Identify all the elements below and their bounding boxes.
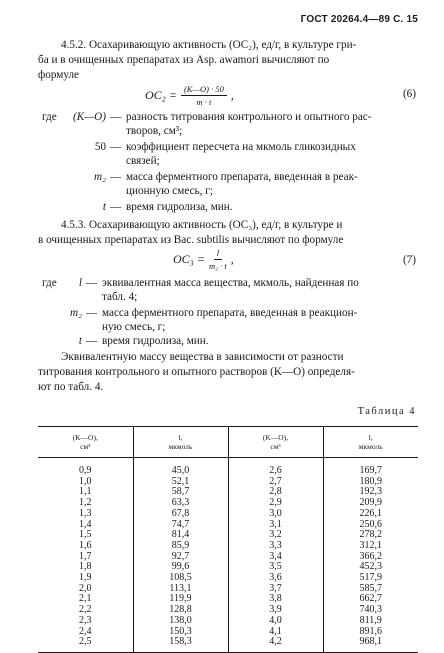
section-4-5-2-line-2: ба и в очищенных препаратах из Asp. awamori вычисляют по	[38, 54, 330, 66]
defs6-desc-2-line-1: коэффициент пересчета на мкмоль гликозидных	[126, 141, 356, 153]
defs7-desc-1-line-2: табл. 4;	[102, 291, 138, 303]
defs7-term-1: l	[78, 277, 82, 289]
table-cell: 67,8	[133, 509, 228, 520]
closing-line-3: ют по табл. 4.	[38, 381, 104, 393]
table-header-l-1	[133, 427, 228, 458]
table-cell: 2,3	[79, 614, 92, 626]
table-cell: 968,1	[323, 637, 418, 652]
table-cell: 2,8	[228, 487, 323, 498]
defs6-dash-1: —	[110, 111, 122, 123]
table-row	[38, 616, 418, 627]
table-cell: 3,4	[228, 552, 323, 563]
formula-6	[145, 84, 234, 107]
header-3-line-2: см³	[270, 442, 281, 451]
table-cell: 85,9	[133, 541, 228, 552]
table-cell: 74,7	[133, 520, 228, 531]
table-cell: 366,2	[323, 552, 418, 563]
table-row	[38, 627, 418, 638]
formula-6-comma: ,	[230, 88, 234, 102]
table-cell: 517,9	[323, 573, 418, 584]
table-cell: 1,3	[79, 507, 92, 519]
table-cell: 2,1	[79, 593, 92, 605]
table-cell: 1,6	[79, 539, 92, 551]
definitions-formula-7	[0, 274, 444, 346]
section-4-5-2-line-3: формуле	[38, 69, 79, 81]
definitions-formula-6	[0, 108, 444, 198]
table-cell: 3,9	[228, 605, 323, 616]
table-header-ko-1	[38, 427, 133, 458]
defs7-term-3: t	[78, 335, 82, 347]
table-cell: 4,2	[228, 637, 323, 652]
table-cell: 1,5	[79, 529, 92, 541]
formula-7-number: (7)	[402, 254, 416, 266]
formula-6-fraction	[181, 84, 227, 107]
table-cell: 250,6	[323, 520, 418, 531]
table-header-l-2	[323, 427, 418, 458]
formula-7-lhs: OC₃ =	[173, 252, 205, 266]
header-3-line-1: (K—O),	[262, 433, 289, 442]
table-cell: 108,5	[133, 573, 228, 584]
table-header-ko-2	[228, 427, 323, 458]
formula-7-denominator: m₂ · t	[208, 261, 227, 271]
table-cell: 2,7	[228, 477, 323, 488]
table-body	[38, 458, 418, 653]
defs6-term-1: (K—O)	[73, 111, 106, 123]
table-cell: 92,7	[133, 552, 228, 563]
defs7-term-2: m₂	[70, 307, 82, 319]
closing-line-2: титрования контрольного и опытного растворов (K—O) определя-	[38, 366, 355, 378]
table-cell: 2,9	[228, 498, 323, 509]
defs6-dash-4: —	[110, 201, 122, 213]
formula-6-number: (6)	[402, 88, 416, 100]
table-cell: 811,9	[323, 616, 418, 627]
defs6-dash-2: —	[110, 141, 122, 153]
table-cell: 585,7	[323, 584, 418, 595]
header-4-line-1: l,	[368, 433, 373, 442]
defs7-where: где	[42, 277, 57, 289]
table-cell: 158,3	[133, 637, 228, 652]
defs6-term-2: 50	[94, 141, 106, 153]
table-cell: 1,1	[79, 486, 92, 498]
table-cell: 4,0	[228, 616, 323, 627]
table-cell: 1,0	[79, 475, 92, 487]
table-cell: 2,6	[228, 458, 323, 477]
section-4-5-3-line-1: 4.5.3. Осахаривающую активность (OC₃), ед/г, в культуре и	[61, 219, 343, 231]
table-cell: 63,3	[133, 498, 228, 509]
defs7-desc-2-line-1: масса ферментного препарата, введенная в реакцион-	[102, 307, 358, 319]
table-cell: 150,3	[133, 627, 228, 638]
defs6-desc-1-line-1: разность титрования контрольного и опытного рас-	[126, 111, 372, 123]
table-cell: 99,6	[133, 562, 228, 573]
table-row	[38, 637, 418, 652]
table-cell: 58,7	[133, 487, 228, 498]
table-cell: 3,1	[228, 520, 323, 531]
table-cell: 3,6	[228, 573, 323, 584]
table-cell: 113,1	[133, 584, 228, 595]
defs7-desc-1-line-1: эквивалентная масса вещества, мкмоль, найденная по	[102, 277, 359, 289]
table-cell: 2,2	[79, 604, 92, 616]
section-4-5-3-line-2: в очищенных препаратах из Bac. subtilis вычисляют по формуле	[38, 234, 344, 246]
table-cell: 192,3	[323, 487, 418, 498]
defs6-where: где	[42, 111, 57, 123]
table-cell: 3,3	[228, 541, 323, 552]
table-cell: 52,1	[133, 477, 228, 488]
table-row	[38, 458, 418, 477]
section-4-5-2	[38, 38, 416, 83]
table-cell: 452,3	[323, 562, 418, 573]
defs6-dash-3: —	[110, 171, 122, 183]
table-cell: 312,1	[323, 541, 418, 552]
table-cell: 119,9	[133, 594, 228, 605]
table-title: Таблица 4	[357, 406, 416, 417]
defs6-desc-2-line-2: связей;	[126, 155, 160, 167]
table-cell: 138,0	[133, 616, 228, 627]
table-cell: 2,4	[79, 625, 92, 637]
closing-line-1: Эквивалентную массу вещества в зависимости от разности	[61, 351, 344, 363]
table-cell: 1,8	[79, 561, 92, 573]
header-1-line-2: см³	[80, 442, 91, 451]
defs6-term-3: m₂	[94, 171, 106, 183]
defs7-desc-2-line-2: ную смесь, г;	[102, 321, 166, 333]
table-cell: 1,7	[79, 550, 92, 562]
formula-6-lhs: OC₂ =	[145, 88, 177, 102]
header-2-line-1: l,	[178, 433, 183, 442]
defs6-desc-3-line-2: ционную смесь, г;	[126, 185, 213, 197]
header-4-line-2: мкмоль	[358, 442, 383, 451]
table-cell: 209,9	[323, 498, 418, 509]
table-cell: 3,2	[228, 530, 323, 541]
header-1-line-1: (K—O),	[72, 433, 98, 442]
table-cell: 2,5	[38, 637, 133, 652]
formula-7	[173, 248, 234, 271]
defs7-dash-1: —	[86, 277, 98, 289]
table-cell: 180,9	[323, 477, 418, 488]
table-cell: 169,7	[323, 458, 418, 477]
table-cell: 128,8	[133, 605, 228, 616]
table-cell: 3,5	[228, 562, 323, 573]
table-row	[38, 509, 418, 520]
table-cell: 2,0	[79, 582, 92, 594]
table-cell: 226,1	[323, 509, 418, 520]
table-cell: 81,4	[133, 530, 228, 541]
table-cell: 1,4	[79, 518, 92, 530]
formula-7-comma: ,	[230, 252, 234, 266]
defs7-dash-3: —	[86, 335, 98, 347]
formula-6-denominator: m · t	[196, 97, 212, 107]
closing-paragraph	[38, 350, 416, 395]
defs6-term-4: t	[102, 201, 106, 213]
table-cell: 45,0	[133, 458, 228, 477]
section-4-5-3	[38, 218, 416, 248]
header-2-line-2: мкмоль	[168, 442, 193, 451]
table-cell: 278,2	[323, 530, 418, 541]
table-cell: 1,9	[79, 572, 92, 584]
defs7-dash-2: —	[86, 307, 98, 319]
section-4-5-2-line-1: 4.5.2. Осахаривающую активность (OC₂), ед/г, в культуре гри-	[61, 39, 357, 51]
table-cell: 662,7	[323, 594, 418, 605]
table-cell: 891,6	[323, 627, 418, 638]
defs6-desc-1-line-2: творов, см³;	[126, 125, 183, 137]
table-cell: 740,3	[323, 605, 418, 616]
formula-6-numerator: (K—O) · 50	[181, 84, 227, 96]
table-cell: 3,8	[228, 594, 323, 605]
table-4	[38, 426, 418, 653]
table-cell: 3,7	[228, 584, 323, 595]
table-cell: 4,1	[228, 627, 323, 638]
table-cell: 1,2	[79, 497, 92, 509]
page-header: ГОСТ 20264.4—89 С. 15	[300, 14, 418, 25]
definitions-formula-6-last	[0, 200, 444, 216]
formula-7-fraction	[209, 248, 227, 271]
table-cell: 0,9	[79, 465, 92, 476]
table-cell: 3,0	[228, 509, 323, 520]
defs6-desc-4-line-1: время гидролиза, мин.	[126, 201, 233, 213]
defs7-desc-3-line-1: время гидролиза, мин.	[102, 335, 209, 347]
table-header-row	[38, 427, 418, 458]
defs6-desc-3-line-1: масса ферментного препарата, введенная в реак-	[126, 171, 358, 183]
formula-7-numerator: l	[214, 248, 222, 260]
